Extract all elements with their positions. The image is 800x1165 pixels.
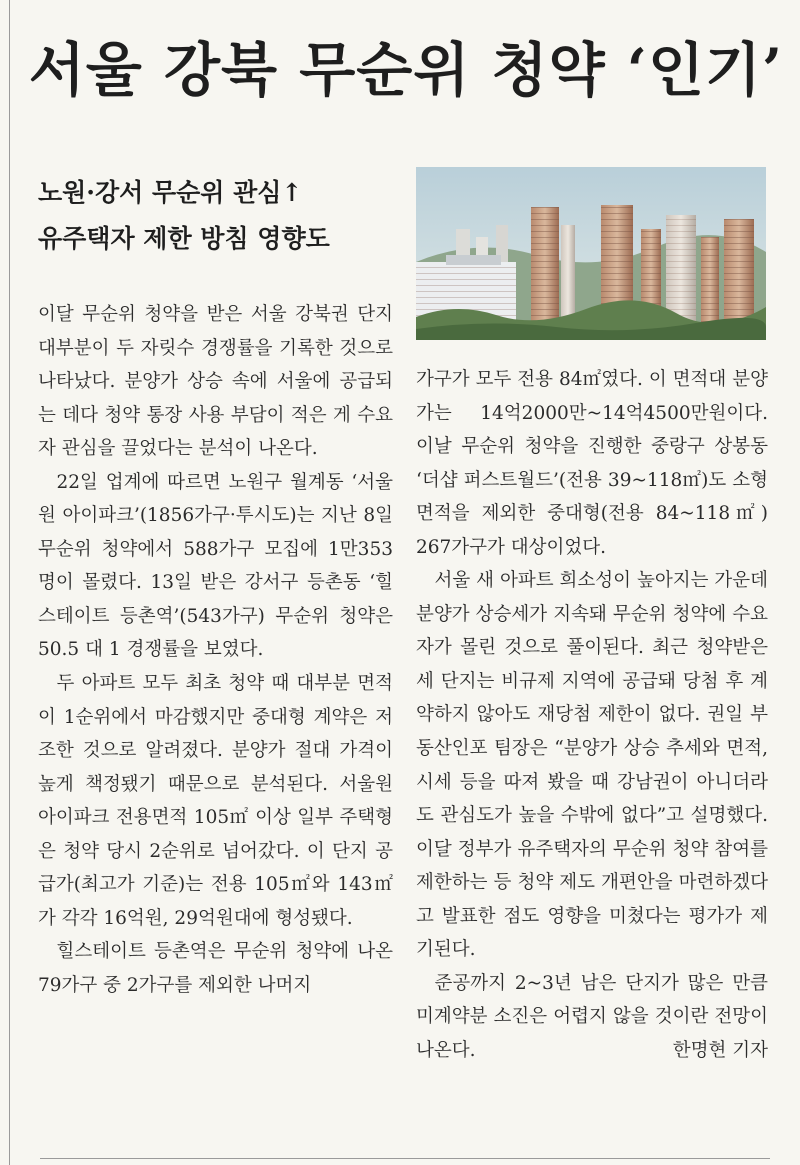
subheadline-line-1: 노원·강서 무순위 관심↑ — [38, 178, 303, 207]
headline: 서울 강북 무순위 청약 ‘인기’ — [28, 36, 784, 104]
column-rule-left — [9, 0, 10, 1165]
subheadline — [38, 170, 398, 262]
paragraph: 서울 새 아파트 희소성이 높아지는 가운데 분양가 상승세가 지속돼 무순위 청약에 수요자가 몰린 것으로 풀이된다. 최근 청약받은 세 단지는 비규제 지역에 공급돼 당첨 후 계약하지 않아도 재당첨 제한이 없다. 권일 부동산인포 팀장은 “분양가 상승 추세와 면적, 시세 등을 따져 봤을 때 강남권이 아니더라도 관심도가 높을 수밖에 없다”고 설명했다. 이달 정부가 유주택자의 무순위 청약 참여를 제한하는 등 청약 제도 개편안을 마련하겠다고 발표한 점도 영향을 미쳤다는 평가가 제기된다. — [416, 570, 768, 961]
paragraph — [416, 967, 768, 1068]
paragraph: 이달 무순위 청약을 받은 서울 강북권 단지 대부분이 두 자릿수 경쟁률을 기록한 것으로 나타났다. 분양가 상승 속에 서울에 공급되는 데다 청약 통장 사용 부담이 적은 게 수요자 관심을 끌었다는 분석이 나온다. — [38, 304, 393, 460]
paragraph: 두 아파트 모두 최초 청약 때 대부분 면적이 1순위에서 마감했지만 중대형 계약은 저조한 것으로 알려졌다. 분양가 절대 가격이 높게 책정됐기 때문으로 분석된다. 서울원 아이파크 전용면적 105㎡ 이상 일부 주택형은 청약 당시 2순위로 넘어갔다. 이 단지 공급가(최고가 기준)는 전용 105㎡와 143㎡가 각각 16억원, 29억원대에 형성됐다. — [38, 673, 393, 929]
subheadline-line-2: 유주택자 제한 방침 영향도 — [38, 224, 330, 253]
article-body-right-column — [416, 363, 768, 1067]
article-body-left-column — [38, 298, 393, 1002]
byline: 한명현 기자 — [672, 1039, 768, 1061]
paragraph: 22일 업계에 따르면 노원구 월계동 ‘서울원 아이파크’(1856가구·투시도)는 지난 8일 무순위 청약에서 588가구 모집에 1만353명이 몰렸다. 13일 받은 강서구 등촌동 ‘힐스테이트 등촌역’(543가구) 무순위 청약은 50.5 대 1 경쟁률을 보였다. — [38, 471, 393, 661]
paragraph-text: 준공까지 2~3년 남은 단지가 많은 만큼 미계약분 소진은 어렵지 않을 것이란 전망이 나온다. — [416, 972, 768, 1061]
apartment-complex-photo — [416, 167, 766, 340]
paragraph: 힐스테이트 등촌역은 무순위 청약에 나온 79가구 중 2가구를 제외한 나머지 — [38, 941, 393, 996]
paragraph: 가구가 모두 전용 84㎡였다. 이 면적대 분양가는 14억2000만~14억4500만원이다. 이날 무순위 청약을 진행한 중랑구 상봉동 ‘더샵 퍼스트월드’(전용 39~118㎡)도 소형 면적을 제외한 중대형(전용 84~118㎡) 267가구가 대상이었다. — [416, 369, 768, 558]
bottom-rule — [40, 1158, 770, 1159]
